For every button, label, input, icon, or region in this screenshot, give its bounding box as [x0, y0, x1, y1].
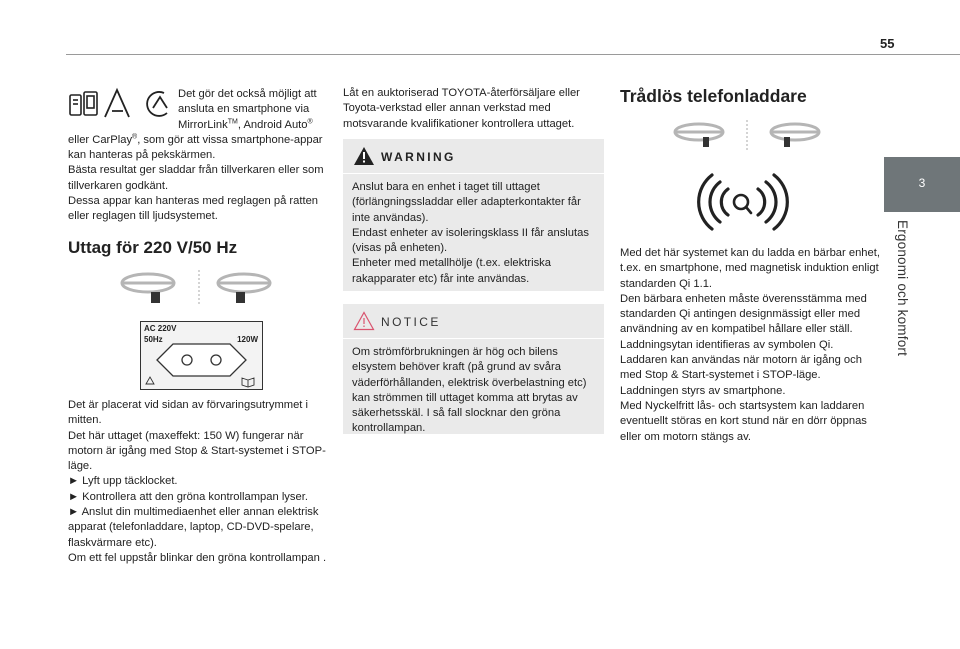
wireless-charging-icon: [696, 171, 790, 233]
dashboard-rhd-charger-icon: [771, 124, 819, 140]
charger-position-illustration: [671, 118, 831, 154]
wireless-heading: Trådlös telefonladdare: [620, 86, 807, 106]
warning-body: [343, 174, 604, 295]
warning-header: [343, 139, 604, 174]
notice-triangle-icon: [353, 311, 375, 331]
notice-box: [343, 304, 604, 434]
page-number: 55: [880, 36, 895, 51]
dashboard-lhd-charger-icon: [675, 124, 723, 140]
chapter-title: Ergonomi och komfort: [895, 220, 910, 357]
wireless-line-5: Laddningen styrs av smartphone.: [620, 384, 786, 397]
top-rule: [66, 54, 960, 55]
outlet-heading: Uttag för 220 V/50 Hz: [68, 238, 238, 257]
outlet-step-2: ► Kontrollera att den gröna kontrollampan lyser.: [68, 490, 308, 503]
phone-mirror-icon: [70, 92, 97, 115]
outlet-step-1: ► Lyft upp täcklocket.: [68, 475, 178, 488]
small-warning-icon: [146, 377, 154, 384]
dealer-text: Låt en auktoriserad TOYOTA-återförsäljare eller Toyota-verkstad eller annan verkstad med motsvarande kvalifikationer kontrollera uttaget.: [343, 87, 580, 130]
app-icons: [68, 87, 174, 121]
charger-marker-lhd: [703, 137, 709, 147]
outlet-marker-rhd: [236, 292, 245, 303]
outlet-marker-lhd: [151, 292, 160, 303]
warning-box: [343, 139, 604, 291]
dashboard-position-illustration: [118, 268, 278, 308]
outlet-description: [68, 398, 334, 566]
chapter-tab[interactable]: [884, 157, 960, 212]
outlet-step-3: ► Anslut din multimediaenhet eller annan elektrisk apparat (telefonladdare, laptop, CD-DVD-spelare, flaskvärmare etc).: [68, 506, 319, 549]
warning-line-2: Endast enheter av isoleringsklass II får anslutas (visas på enheten).: [352, 226, 589, 255]
wireless-line-6: Med Nyckelfritt lås- och startsystem kan laddaren eventuellt störas en kort stund när en dörr öppnas eller om motorn stängs av.: [620, 399, 867, 443]
notice-title: NOTICE: [381, 315, 441, 329]
outlet-line-1: Det är placerat vid sidan av förvaringsutrymmet i mitten.: [68, 399, 309, 427]
book-icon: [242, 378, 254, 387]
charger-marker-rhd: [784, 137, 790, 147]
dashboard-rhd-icon: [218, 274, 270, 292]
intro-block: [68, 87, 334, 225]
dashboard-lhd-icon: [122, 274, 174, 292]
warning-line-1: Anslut bara en enhet i taget till uttaget (förlängningssladdar eller adapterkontakter får inte användas).: [352, 181, 581, 224]
notice-header: [343, 304, 604, 339]
socket-drawing: [141, 322, 262, 389]
wireless-line-1: Med det här systemet kan du ladda en bärbar enhet, t.ex. en smartphone, med magnetisk induktion enligt standarden Qi 1.1.: [620, 247, 880, 290]
warning-triangle-icon: [353, 146, 375, 166]
outlet-line-fault: Om ett fel uppstår blinkar den gröna kontrollampan .: [68, 551, 327, 564]
chapter-number: 3: [918, 176, 926, 190]
carplay-icon: [147, 92, 167, 116]
hz-label: 50Hz: [144, 335, 163, 344]
wireless-description: [620, 246, 880, 445]
wireless-line-2: Den bärbara enheten måste överensstämma med standarden Qi antingen designmässigt eller med användning av en kompatibel hållare eller ställ.: [620, 292, 867, 336]
wireless-line-3: Laddningsytan identifieras av symbolen Qi.: [620, 338, 834, 351]
intro-text: Det gör det också möjligt att ansluta en smartphone via MirrorLink™, Android Auto® eller CarPlay®, som gör att vissa smartphone-appar kan hanteras på pekskärmen. Bästa resultat ger sladdar från tillverkaren eller som tillverkaren godkänt. Dessa appar kan hanteras med reglagen på ratten eller reglagen till ljudsystemet.: [68, 88, 324, 223]
warning-title: WARNING: [381, 150, 456, 164]
wireless-line-4: Laddaren kan användas när motorn är igång och med Stop & Start-systemet i STOP-läge.: [620, 354, 862, 382]
watt-label: 120W: [237, 335, 258, 344]
outlet-line-2: Det här uttaget (maxeffekt: 150 W) fungerar när motorn är igång med Stop & Start-systemet i STOP-läge.: [68, 429, 326, 473]
warning-line-3: Enheter med metallhölje (t.ex. elektriska rakapparater etc) får inte användas.: [352, 257, 551, 285]
ac-label: AC 220V: [144, 324, 177, 333]
android-auto-icon: [105, 90, 129, 117]
outlet-panel: [140, 321, 263, 390]
notice-body: Om strömförbrukningen är hög och bilens elsystem behöver kraft (på grund av svåra väderförhållanden, elektrisk överbelastning etc) kan strömmen till uttaget komma att brytas av säkerhetsskäl. I så fall slocknar den gröna kontrollampan.: [352, 346, 587, 435]
